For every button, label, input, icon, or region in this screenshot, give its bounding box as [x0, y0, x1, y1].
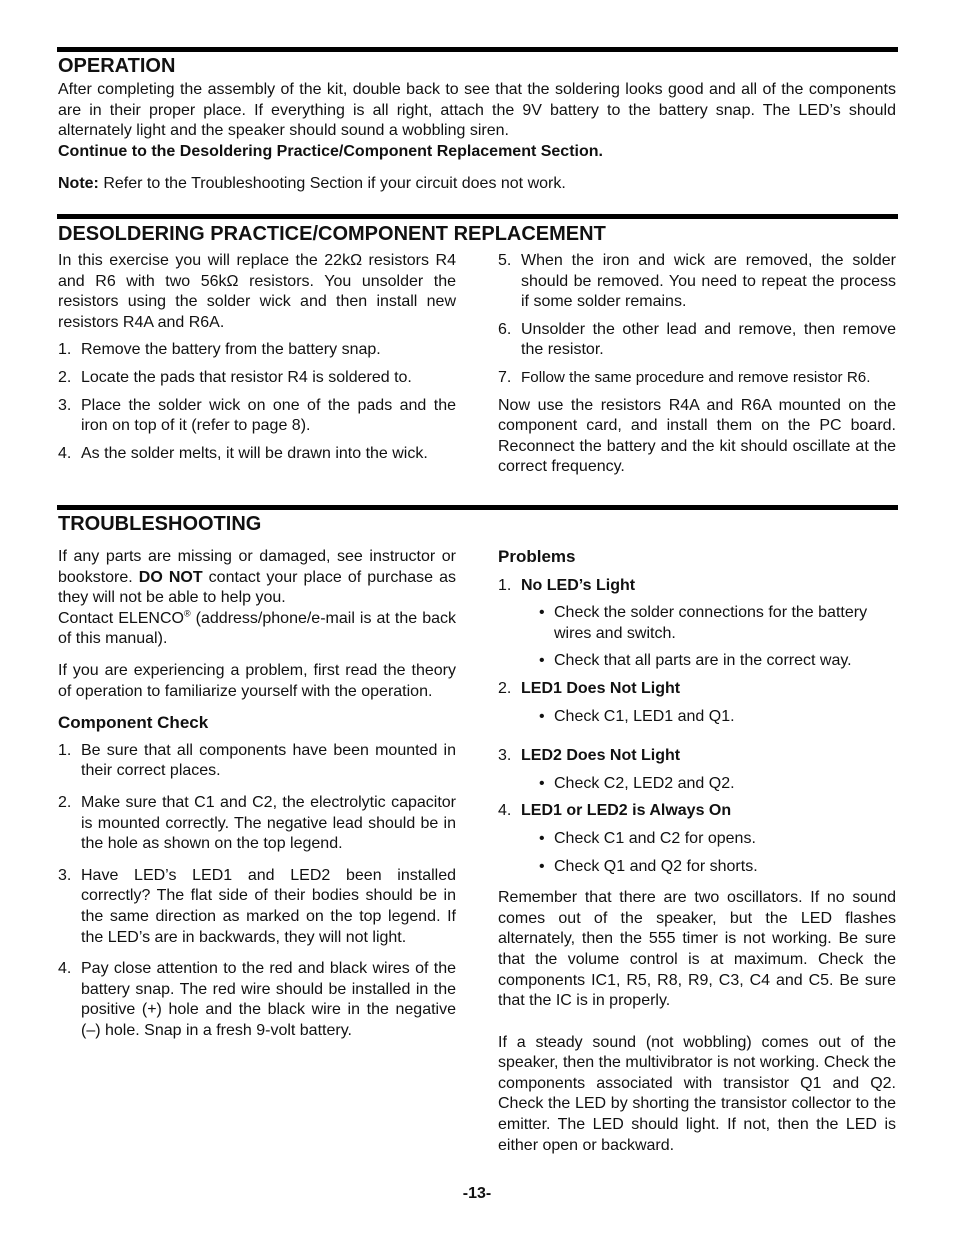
bullet-item: • Check the solder connections for the battery wires and switch. [539, 604, 868, 642]
operation-bold-instruction: Continue to the Desoldering Practice/Component Replacement Section. [58, 143, 603, 160]
list-item: 3. Have LED’s LED1 and LED2 been installed correctly? The flat side of their bodies should be in the same direction as marked on the top legend. If the LED’s are in backwards, they will not light. [58, 866, 456, 946]
troubleshooting-heading: TROUBLESHOOTING [58, 513, 262, 535]
bullet-item: • Check C1, LED1 and Q1. [498, 707, 896, 728]
bullet-item: • Check that all parts are in the correct way. [498, 651, 896, 672]
desolder-closing: Now use the resistors R4A and R6A mounted on the component card, and install them on the PC board. Reconnect the battery and the kit should oscillate at the correct frequency. [498, 396, 896, 476]
trouble-theory-paragraph: If you are experiencing a problem, first read the theory of operation to familiarize yourself with the operation. [58, 661, 456, 700]
bullet-item: • Check C1 and C2 for opens. [498, 829, 896, 850]
trouble-intro: If any parts are missing or damaged, see instructor or bookstore. DO NOT contact your place of purchase as they will not be able to help you. Contact ELENCO® (address/phone/e-mail is at the back of this manual). [58, 548, 457, 648]
bullet-icon: • [539, 707, 545, 725]
bullet-icon: • [539, 857, 545, 875]
bullet-item: • Check C2, LED2 and Q2. [498, 774, 896, 795]
problem-item: 1. No LED’s Light [498, 576, 636, 594]
page-number: -13- [462, 1185, 492, 1202]
operation-paragraph: After completing the assembly of the kit, double back to see that the soldering looks good and all of the components are in their proper place. If everything is all right, attach the 9V battery to the battery snap. The LED’s should alternately light and the speaker should sound a wobbling siren. [58, 81, 896, 140]
list-item: 5. When the iron and wick are removed, the solder should be removed. You need to repeat the process if some solder remains. [498, 252, 896, 311]
bullet-item: • Check Q1 and Q2 for shorts. [498, 857, 896, 878]
problems-heading: Problems [498, 547, 576, 566]
section-rule [57, 505, 898, 510]
note-label: Note: [58, 175, 99, 192]
steady-sound-paragraph: If a steady sound (not wobbling) comes out of the speaker, then the multivibrator is not working. Check the components associated with transistor Q1 and Q2. Check the LED by shorting the transistor collector to the emitter. The LED should light. If not, then the LED is either open or backward. [498, 1033, 896, 1154]
list-item: 2. Make sure that C1 and C2, the electrolytic capacitor is mounted correctly. The negative lead should be in the hole as shown on the top legend. [58, 793, 456, 853]
note-text: Refer to the Troubleshooting Section if your circuit does not work. [98, 175, 566, 192]
desolder-left-column [58, 251, 456, 464]
problem-item: 2. LED1 Does Not Light [498, 679, 681, 697]
problem-item: 4. LED1 or LED2 is Always On [498, 802, 732, 820]
list-item: 2. Locate the pads that resistor R4 is soldered to. [58, 368, 412, 386]
oscillator-paragraph: Remember that there are two oscillators. If no sound comes out of the speaker, but the LED flashes alternately, then the 555 timer is not working. Be sure that the volume control is at maximum. Check the components IC1, R5, R8, R9, C3, C4 and C5. Be sure that the IC is in properly. [498, 889, 896, 1010]
section-rule [57, 47, 898, 52]
list-item: 3. Place the solder wick on one of the pads and the iron on top of it (refer to page 8). [58, 396, 456, 435]
problem-item: 3. LED2 Does Not Light [498, 747, 681, 765]
desolder-right-column [498, 251, 896, 478]
list-item: 4. Pay close attention to the red and black wires of the battery snap. The red wire should be installed in the positive (+) hole and the black wire in the negative (–) hole. Snap in a fresh 9-volt battery. [58, 960, 456, 1039]
component-check-heading: Component Check [58, 713, 209, 733]
bullet-icon: • [539, 829, 545, 847]
list-item: 1. Remove the battery from the battery snap. [58, 341, 381, 359]
section-rule [57, 214, 898, 219]
trouble-right-column [498, 547, 896, 1156]
list-item: 6. Unsolder the other lead and remove, then remove the resistor. [498, 320, 896, 359]
desolder-intro: In this exercise you will replace the 22kΩ resistors R4 and R6 with two 56kΩ resistors. You unsolder the resistors using the solder wick and then install new resistors R4A and R6A. [58, 252, 456, 331]
list-item: 4. As the solder melts, it will be drawn into the wick. [58, 444, 428, 462]
list-item: 7. Follow the same procedure and remove resistor R6. [498, 368, 871, 386]
desolder-heading: DESOLDERING PRACTICE/COMPONENT REPLACEMENT [58, 223, 606, 245]
trouble-left-column [58, 547, 456, 1041]
bullet-icon: • [539, 652, 545, 670]
bullet-icon: • [539, 774, 545, 792]
bullet-icon: • [539, 604, 545, 622]
operation-heading: OPERATION [58, 55, 176, 77]
list-item: 1. Be sure that all components have been mounted in their correct places. [58, 741, 456, 780]
operation-note [58, 174, 896, 195]
